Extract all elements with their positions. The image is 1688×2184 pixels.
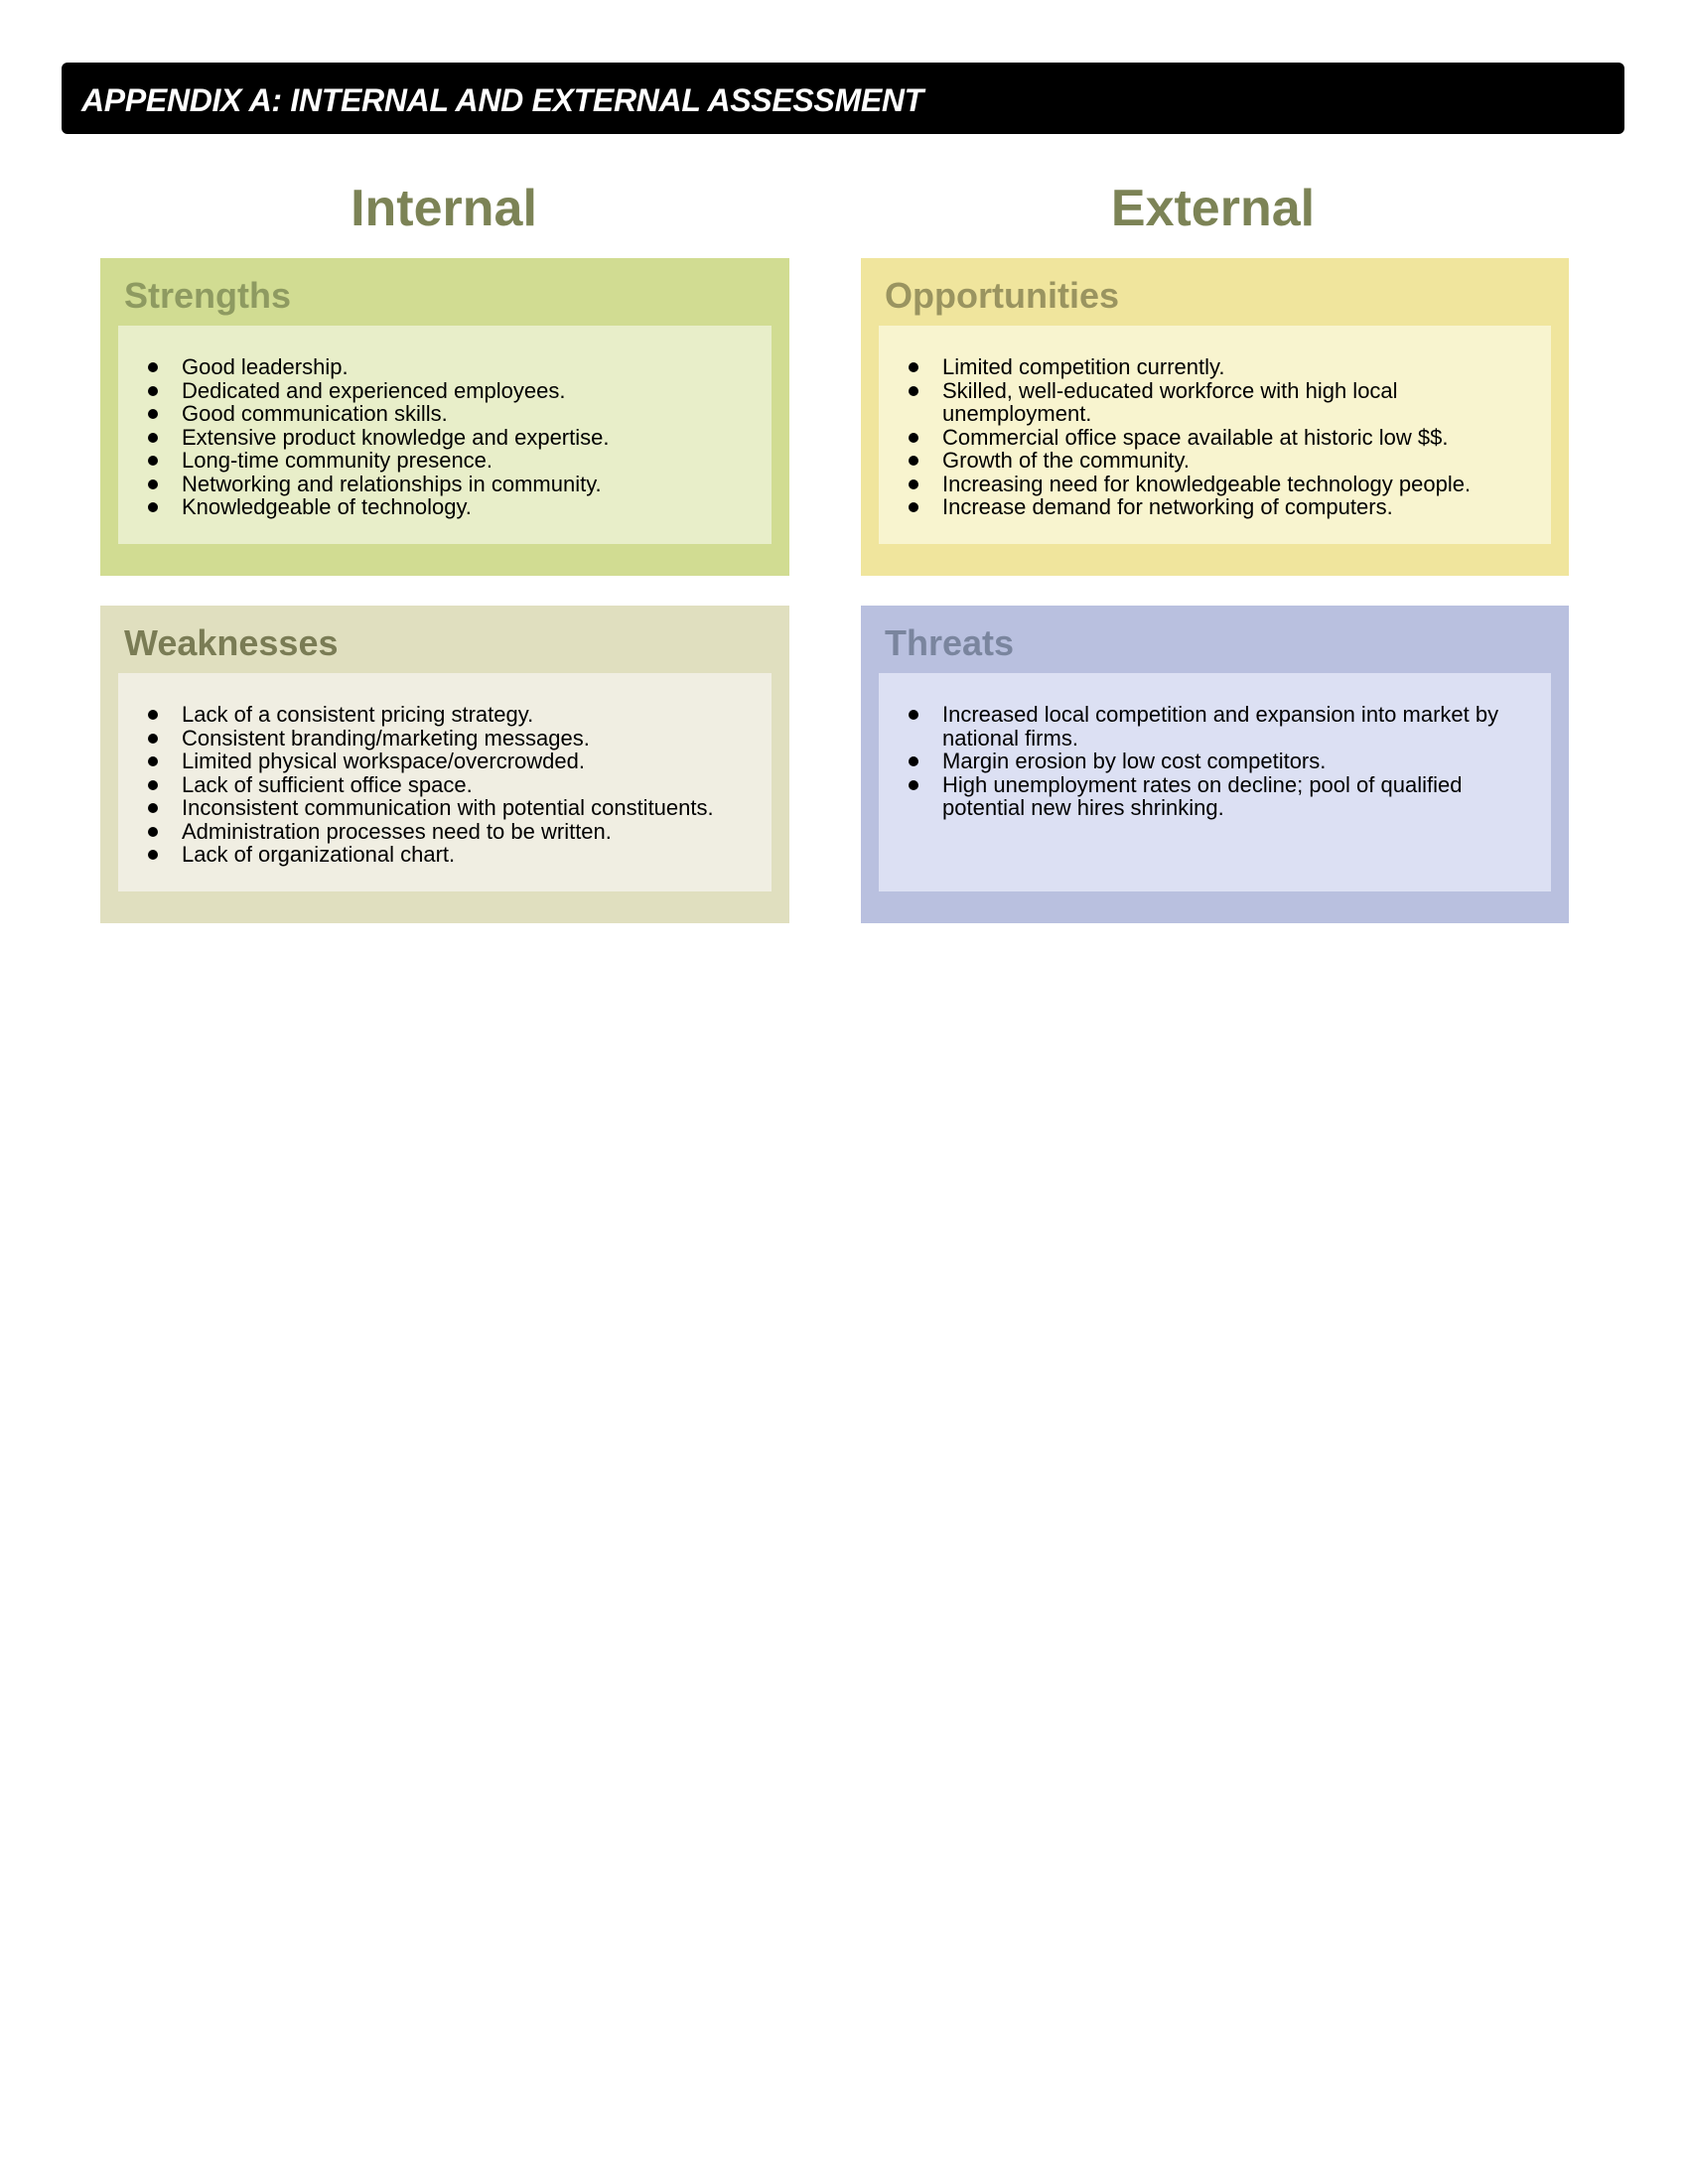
bullet-icon [909,479,918,489]
list-item: Skilled, well-educated workforce with high local unemployment. [909,379,1543,426]
list-item: Good communication skills. [148,402,764,426]
list-item: Consistent branding/marketing messages. [148,727,764,751]
weaknesses-list [148,703,764,867]
list-item: Extensive product knowledge and expertise. [148,426,764,450]
list-item: Administration processes need to be written. [148,820,764,844]
bullet-icon [909,433,918,443]
list-item: Increasing need for knowledgeable technology people. [909,473,1543,496]
threats-list [909,703,1543,820]
bullet-icon [148,362,158,372]
bullet-icon [909,362,918,372]
bullet-icon [148,803,158,813]
list-item: Commercial office space available at historic low $$. [909,426,1543,450]
bullet-icon [909,386,918,396]
list-item: Limited physical workspace/overcrowded. [148,750,764,773]
bullet-icon [148,502,158,512]
list-item: Lack of organizational chart. [148,843,764,867]
bullet-icon [148,734,158,744]
list-item: Inconsistent communication with potential constituents. [148,796,764,820]
list-item: Lack of a consistent pricing strategy. [148,703,764,727]
weaknesses-panel [100,606,789,923]
external-heading: External [1110,180,1316,237]
strengths-content-box [118,326,772,544]
list-item: Knowledgeable of technology. [148,495,764,519]
threats-content-box [879,673,1551,891]
opportunities-list [909,355,1543,519]
bullet-icon [909,502,918,512]
list-item: Lack of sufficient office space. [148,773,764,797]
list-item: Limited competition currently. [909,355,1543,379]
list-item: Margin erosion by low cost competitors. [909,750,1543,773]
list-item: Networking and relationships in community. [148,473,764,496]
strengths-list [148,355,764,519]
list-item: Dedicated and experienced employees. [148,379,764,403]
bullet-icon [148,850,158,860]
opportunities-title: Opportunities [885,275,1119,316]
bullet-icon [909,456,918,466]
list-item: Increased local competition and expansion into market by national firms. [909,703,1543,750]
bullet-icon [148,386,158,396]
list-item: Growth of the community. [909,449,1543,473]
bullet-icon [148,756,158,766]
bullet-icon [148,479,158,489]
bullet-icon [909,780,918,790]
weaknesses-title: Weaknesses [124,622,339,663]
bullet-icon [148,433,158,443]
list-item: High unemployment rates on decline; pool of qualified potential new hires shrinking. [909,773,1543,820]
bullet-icon [148,710,158,720]
bullet-icon [909,756,918,766]
bullet-icon [148,409,158,419]
bullet-icon [148,827,158,837]
strengths-panel [100,258,789,576]
internal-heading: Internal [351,180,537,237]
bullet-icon [148,456,158,466]
appendix-title: APPENDIX A: INTERNAL AND EXTERNAL ASSESSMENT [81,82,923,118]
opportunities-content-box [879,326,1551,544]
appendix-header-bar [62,63,1624,134]
weaknesses-content-box [118,673,772,891]
list-item: Increase demand for networking of computers. [909,495,1543,519]
opportunities-panel [861,258,1569,576]
bullet-icon [148,780,158,790]
threats-title: Threats [885,622,1015,663]
bullet-icon [909,710,918,720]
threats-panel [861,606,1569,923]
list-item: Good leadership. [148,355,764,379]
strengths-title: Strengths [124,275,292,316]
list-item: Long-time community presence. [148,449,764,473]
